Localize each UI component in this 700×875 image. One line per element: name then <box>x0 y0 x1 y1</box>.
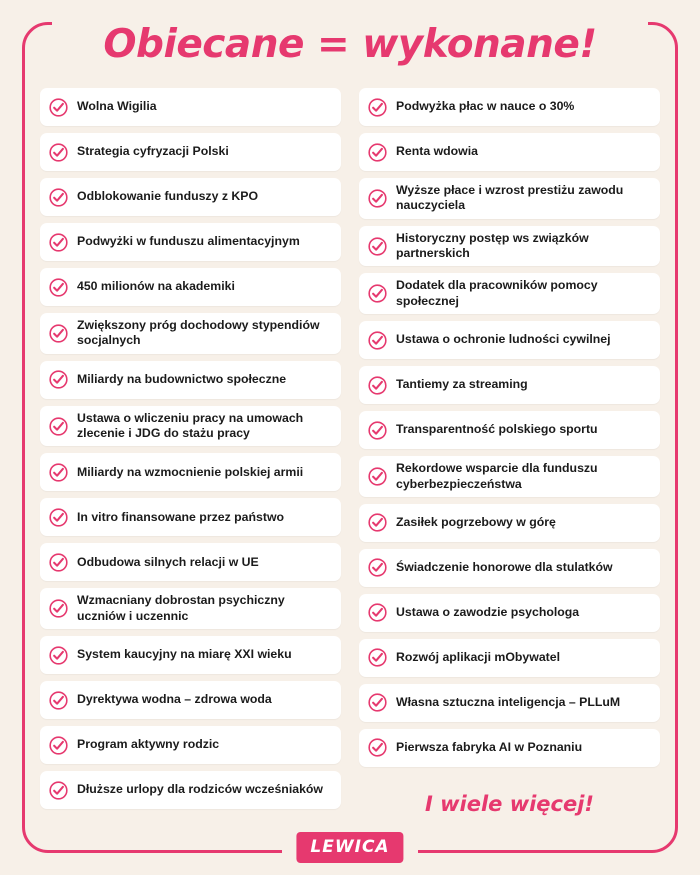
list-item-label: Odblokowanie funduszy z KPO <box>77 189 259 204</box>
list-item <box>359 549 660 587</box>
list-item <box>40 453 341 491</box>
more-note: I wiele więcej! <box>424 791 595 816</box>
list-item-label: Wolna Wigilia <box>77 99 157 114</box>
list-item <box>359 273 660 314</box>
check-circle-icon <box>368 648 396 667</box>
list-item-label: Podwyżka płac w nauce o 30% <box>396 99 575 114</box>
check-circle-icon <box>49 463 77 482</box>
list-item-label: Wyższe płace i wzrost prestiżu zawodu nauczyciela <box>396 183 624 213</box>
list-item <box>359 366 660 404</box>
check-circle-icon <box>368 738 396 757</box>
list-item-label: Zwiększony próg dochodowy stypendiów socjalnych <box>77 318 320 348</box>
check-circle-icon <box>49 508 77 527</box>
list-item-label: Ustawa o ochronie ludności cywilnej <box>396 332 611 347</box>
list-item-label: Miliardy na budownictwo społeczne <box>77 372 287 387</box>
check-circle-icon <box>49 98 77 117</box>
page-title: Obiecane = wykonane! <box>103 22 597 67</box>
list-item-label: Dodatek dla pracowników pomocy społecznej <box>396 278 598 308</box>
check-circle-icon <box>49 188 77 207</box>
list-item-label: Zasiłek pogrzebowy w górę <box>396 515 556 530</box>
list-item-label: Historyczny postęp ws związków partnerskich <box>396 230 589 261</box>
list-item <box>40 543 341 581</box>
list-item <box>40 406 341 447</box>
list-item-label: Dłuższe urlopy dla rodziców wcześniaków <box>77 782 323 797</box>
list-item-label: Program aktywny rodzic <box>77 737 220 752</box>
list-item-label: Tantiemy za streaming <box>396 377 528 392</box>
check-circle-icon <box>49 736 77 755</box>
check-circle-icon <box>368 603 396 622</box>
list-item <box>359 729 660 767</box>
checklist-column-right <box>359 88 660 816</box>
check-circle-icon <box>368 331 396 350</box>
list-item <box>359 88 660 126</box>
list-item-label: Odbudowa silnych relacji w UE <box>77 554 259 569</box>
list-item <box>359 411 660 449</box>
list-item <box>40 681 341 719</box>
list-item <box>40 223 341 261</box>
check-circle-icon <box>49 143 77 162</box>
list-item-label: Renta wdowia <box>396 144 478 159</box>
check-circle-icon <box>49 781 77 800</box>
list-item <box>40 178 341 216</box>
list-item <box>40 498 341 536</box>
check-circle-icon <box>49 370 77 389</box>
list-item-label: Własna sztuczna inteligencja – PLLuM <box>396 695 621 710</box>
check-circle-icon <box>368 558 396 577</box>
list-item-label: Podwyżki w funduszu alimentacyjnym <box>77 234 300 249</box>
list-item-label: In vitro finansowane przez państwo <box>77 509 285 524</box>
checklist-column-left <box>40 88 341 816</box>
check-circle-icon <box>368 237 396 256</box>
check-circle-icon <box>49 691 77 710</box>
check-circle-icon <box>368 189 396 208</box>
list-item-label: Dyrektywa wodna – zdrowa woda <box>77 692 272 707</box>
list-item-label: Rekordowe wsparcie dla funduszu cyberbezpieczeństwa <box>396 461 598 491</box>
list-item <box>40 636 341 674</box>
list-item-label: Transparentność polskiego sportu <box>396 422 598 437</box>
list-item <box>359 226 660 267</box>
list-item-label: Świadczenie honorowe dla stulatków <box>396 560 613 575</box>
list-item <box>40 268 341 306</box>
check-circle-icon <box>49 233 77 252</box>
check-circle-icon <box>368 421 396 440</box>
check-circle-icon <box>49 417 77 436</box>
check-circle-icon <box>368 513 396 532</box>
list-item-label: Wzmacniany dobrostan psychiczny uczniów i uczennic <box>77 593 285 623</box>
lewica-logo: LEWICA <box>296 832 403 863</box>
check-circle-icon <box>368 143 396 162</box>
list-item <box>359 178 660 219</box>
list-item <box>359 594 660 632</box>
check-circle-icon <box>368 376 396 395</box>
check-circle-icon <box>49 646 77 665</box>
list-item <box>40 133 341 171</box>
list-item-label: Rozwój aplikacji mObywatel <box>396 650 561 665</box>
check-circle-icon <box>49 553 77 572</box>
list-item-label: Strategia cyfryzacji Polski <box>77 144 229 159</box>
list-item <box>40 313 341 354</box>
check-circle-icon <box>49 278 77 297</box>
check-circle-icon <box>368 98 396 117</box>
list-item-label: System kaucyjny na miarę XXI wieku <box>77 647 292 662</box>
check-circle-icon <box>49 324 77 343</box>
list-item <box>359 684 660 722</box>
list-item <box>40 88 341 126</box>
checklist-columns <box>40 88 660 816</box>
check-circle-icon <box>49 599 77 618</box>
list-item <box>359 133 660 171</box>
check-circle-icon <box>368 467 396 486</box>
list-item-label: Ustawa o zawodzie psychologa <box>396 605 580 620</box>
list-item-label: Ustawa o wliczeniu pracy na umowach zlecenie i JDG do stażu pracy <box>77 410 304 441</box>
list-item <box>359 639 660 677</box>
list-item <box>359 321 660 359</box>
list-item <box>359 504 660 542</box>
check-circle-icon <box>368 693 396 712</box>
list-item-label: Miliardy na wzmocnienie polskiej armii <box>77 464 304 479</box>
check-circle-icon <box>368 284 396 303</box>
list-item <box>40 361 341 399</box>
list-item-label: 450 milionów na akademiki <box>77 279 235 294</box>
list-item <box>359 456 660 497</box>
list-item <box>40 588 341 629</box>
list-item <box>40 771 341 809</box>
list-item <box>40 726 341 764</box>
list-item-label: Pierwsza fabryka AI w Poznaniu <box>396 740 583 755</box>
